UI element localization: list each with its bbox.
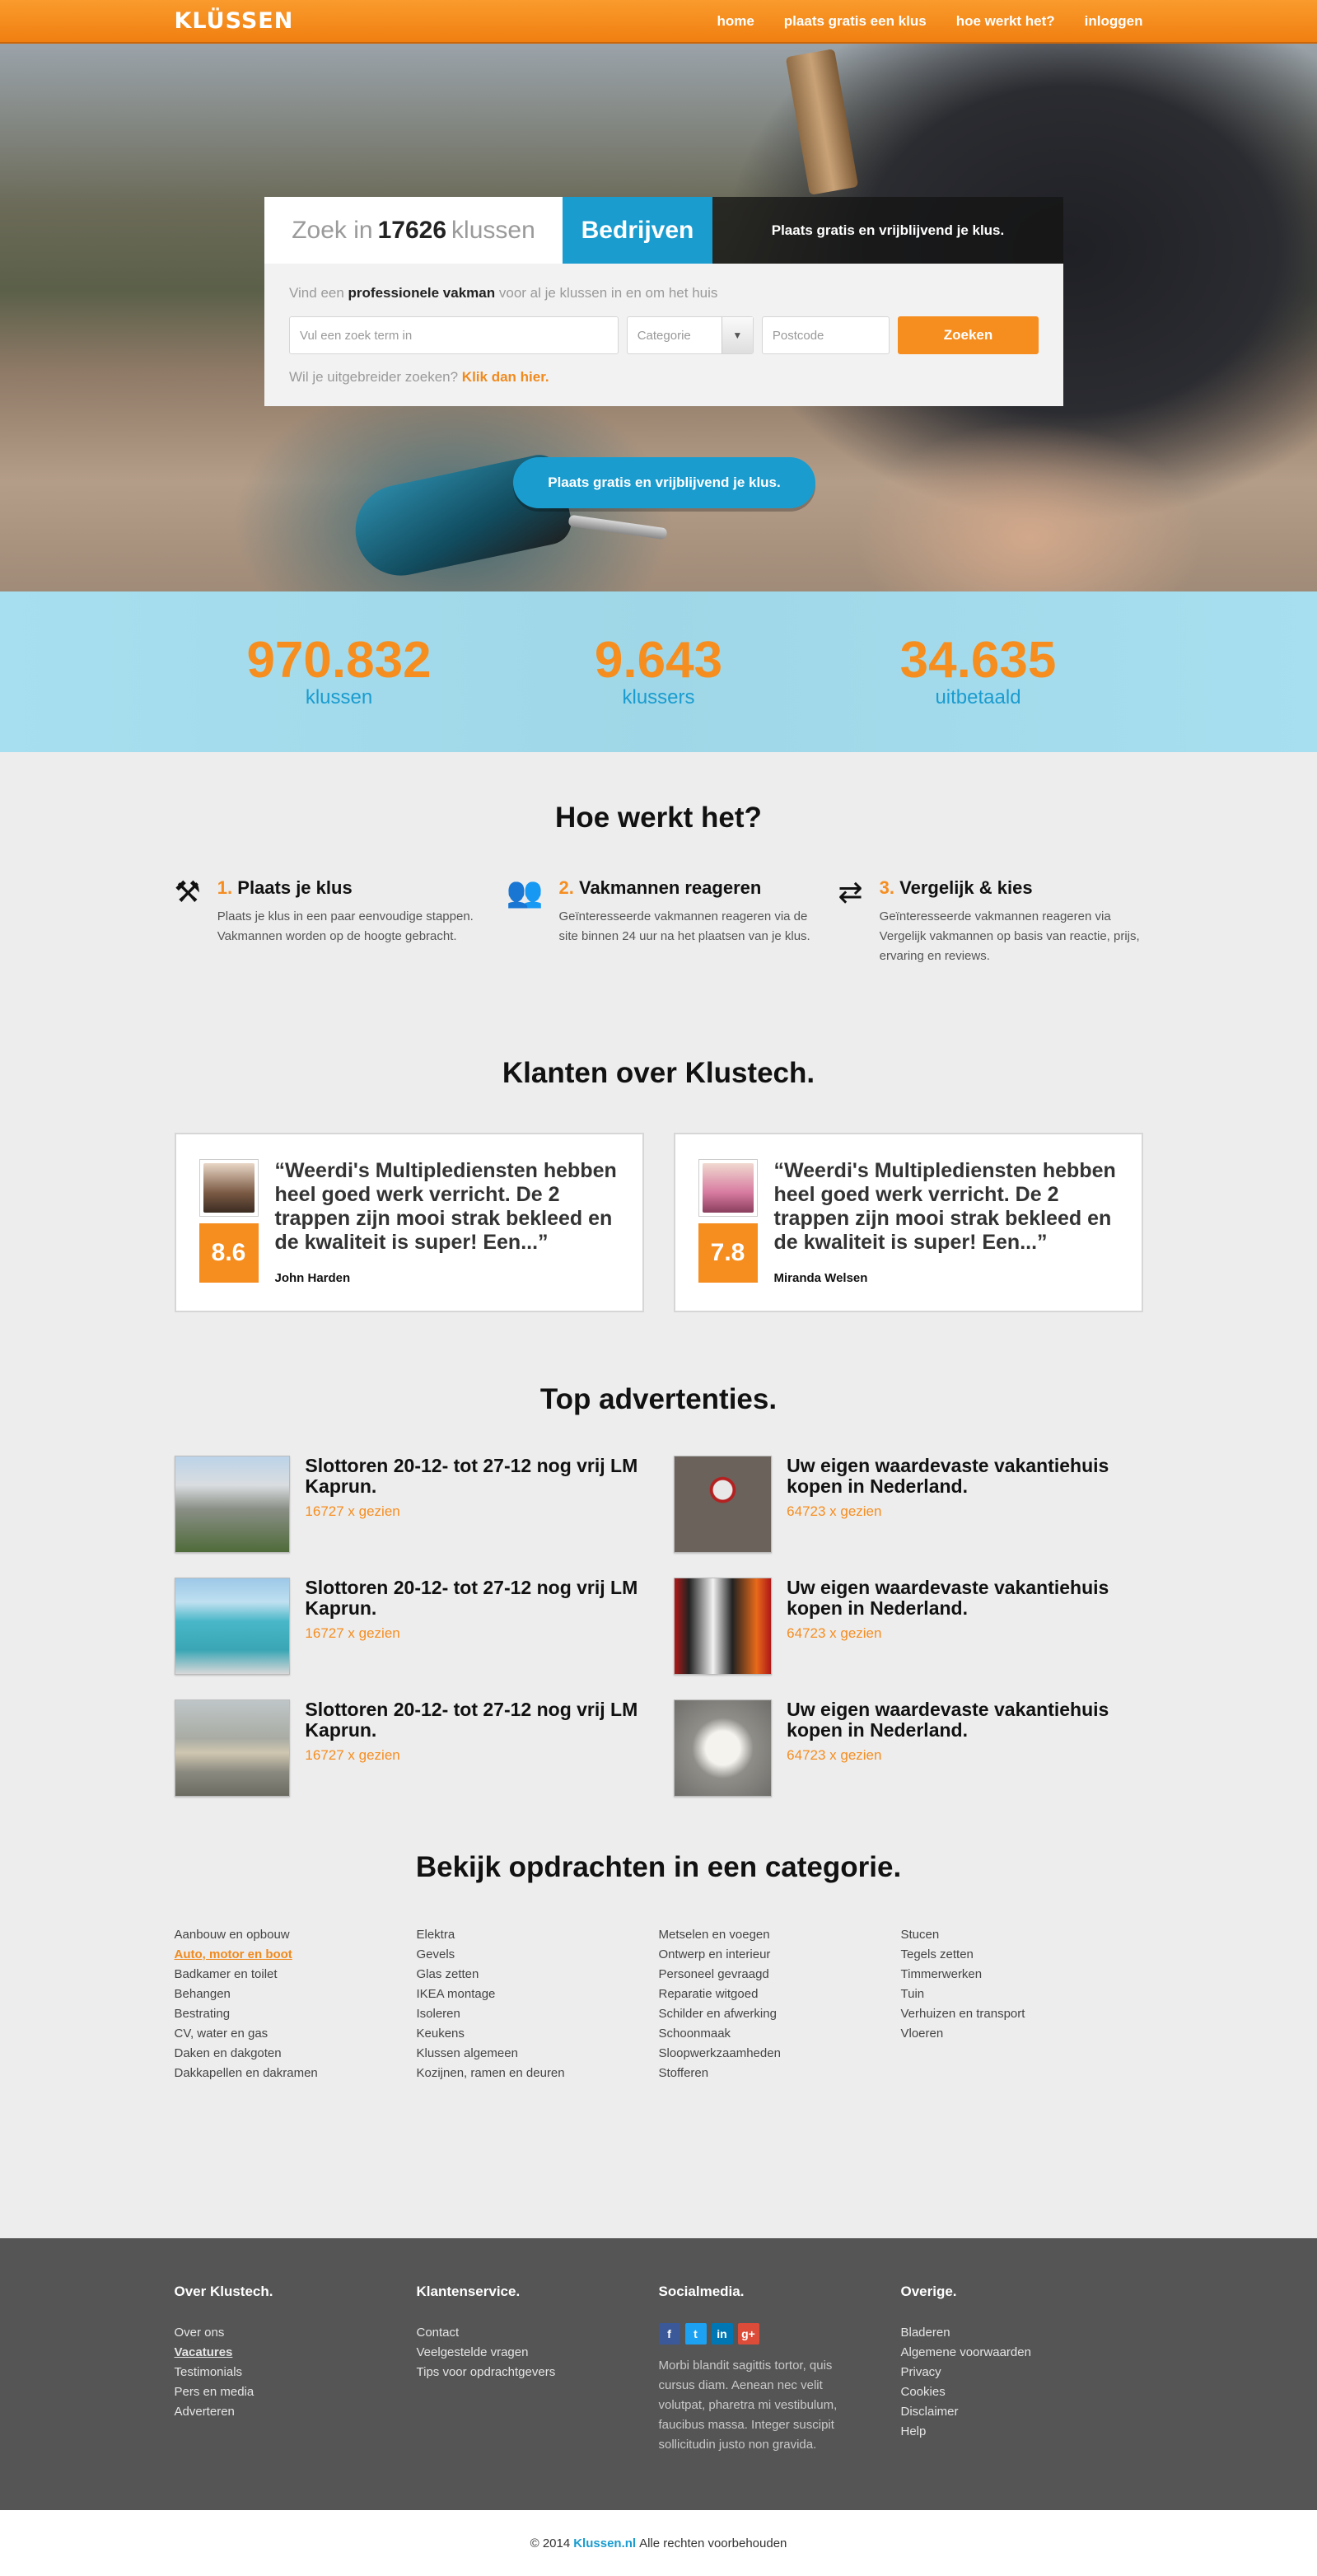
search-button[interactable]: Zoeken bbox=[898, 316, 1039, 354]
category-link[interactable]: Bestrating bbox=[174, 2007, 231, 2021]
category-link[interactable]: Glas zetten bbox=[416, 1967, 479, 1981]
ad-thumbnail[interactable] bbox=[674, 1456, 773, 1553]
tools-icon: ⚒ bbox=[174, 875, 201, 909]
tab-search[interactable] bbox=[264, 197, 563, 264]
category-link[interactable]: Stofferen bbox=[658, 2066, 709, 2080]
category-link[interactable]: CV, water en gas bbox=[174, 2027, 269, 2041]
category-link[interactable]: Schilder en afwerking bbox=[658, 2007, 777, 2021]
ad-views: 16727 x gezien bbox=[305, 1747, 400, 1763]
search-intro bbox=[289, 285, 1039, 302]
category-link[interactable]: Kozijnen, ramen en deuren bbox=[416, 2066, 565, 2080]
ad-title[interactable]: Uw eigen waardevaste vakantiehuis kopen in Nederland. bbox=[787, 1455, 1109, 1497]
footer-link[interactable]: Cookies bbox=[900, 2385, 946, 2399]
footer-heading: Klantenservice. bbox=[416, 2284, 521, 2299]
ad-thumbnail[interactable] bbox=[175, 1699, 291, 1797]
category-link[interactable]: Verhuizen en transport bbox=[900, 2007, 1025, 2021]
footer-heading: Overige. bbox=[900, 2284, 957, 2299]
footer-heading: Over Klustech. bbox=[174, 2284, 273, 2299]
footer-heading: Socialmedia. bbox=[658, 2284, 745, 2299]
reviews-section bbox=[0, 1057, 1317, 1383]
chevron-down-icon[interactable]: ▼ bbox=[722, 317, 753, 353]
category-link[interactable]: Aanbouw en opbouw bbox=[174, 1928, 290, 1942]
review-score: 8.6 bbox=[199, 1223, 259, 1283]
nav-place-job[interactable]: plaats gratis een klus bbox=[783, 12, 927, 29]
ad-views: 64723 x gezien bbox=[787, 1503, 882, 1519]
advanced-search-text: Wil je uitgebreider zoeken? bbox=[289, 369, 459, 385]
footer-link[interactable]: Help bbox=[900, 2424, 927, 2438]
category-link[interactable]: Tegels zetten bbox=[900, 1947, 974, 1961]
category-link[interactable]: Behangen bbox=[174, 1987, 231, 2001]
category-link[interactable]: Klussen algemeen bbox=[416, 2046, 518, 2060]
footer-col-social bbox=[659, 2284, 901, 2455]
category-link[interactable]: Sloopwerkzaamheden bbox=[658, 2046, 781, 2060]
ad-title[interactable]: Slottoren 20-12- tot 27-12 nog vrij LM Kaprun. bbox=[305, 1577, 638, 1619]
footer-social-text: Morbi blandit sagittis tortor, quis cursus diam. Aenean nec velit volutpat, pharetra mi vestibulum, faucibus massa. Integer suscipit sollicitudin justo non gravida. bbox=[658, 2359, 838, 2452]
stat-label: klussers bbox=[622, 685, 695, 708]
category-link[interactable]: Elektra bbox=[416, 1928, 455, 1942]
ad-title[interactable]: Slottoren 20-12- tot 27-12 nog vrij LM Kaprun. bbox=[305, 1455, 638, 1497]
category-link[interactable]: Gevels bbox=[416, 1947, 455, 1961]
category-select[interactable] bbox=[627, 316, 754, 354]
stat-label: klussen bbox=[305, 685, 373, 708]
step-number: 1. bbox=[217, 877, 233, 898]
step-title bbox=[880, 877, 1143, 899]
footer-link[interactable]: Pers en media bbox=[174, 2385, 255, 2399]
stat-value: 970.832 bbox=[246, 631, 432, 689]
ad-item[interactable] bbox=[674, 1456, 1143, 1553]
avatar bbox=[698, 1159, 758, 1217]
nav-how-it-works[interactable]: hoe werkt het? bbox=[955, 12, 1055, 29]
categories-title: Bekijk opdrachten in een categorie. bbox=[415, 1851, 902, 1883]
step-text: Plaats je klus in een paar eenvoudige stappen. Vakmannen worden op de hoogte gebracht. bbox=[217, 909, 474, 943]
step-title-text: Vergelijk & kies bbox=[899, 877, 1033, 898]
nav-home[interactable]: home bbox=[717, 12, 754, 29]
footer-link[interactable]: Over ons bbox=[174, 2326, 225, 2340]
tab-bedrijven[interactable]: Bedrijven bbox=[563, 197, 712, 264]
category-column bbox=[901, 1925, 1143, 2083]
users-icon: 👥 bbox=[506, 875, 544, 909]
step-title bbox=[559, 877, 811, 899]
advanced-search-link[interactable]: Klik dan hier. bbox=[461, 369, 549, 385]
category-link[interactable]: Daken en dakgoten bbox=[174, 2046, 282, 2060]
social-icons bbox=[659, 2323, 901, 2345]
category-link[interactable]: Timmerwerken bbox=[900, 1967, 983, 1981]
advanced-search bbox=[289, 369, 1039, 386]
copyright-brand-link[interactable]: Klussen.nl bbox=[573, 2536, 637, 2550]
category-link[interactable]: Vloeren bbox=[900, 2027, 944, 2041]
ad-item[interactable] bbox=[175, 1699, 644, 1797]
footer-link[interactable]: Contact bbox=[416, 2326, 460, 2340]
step-title-text: Vakmannen reageren bbox=[578, 877, 762, 898]
facebook-icon[interactable]: f bbox=[659, 2323, 680, 2345]
top-navbar bbox=[0, 0, 1317, 44]
search-tabs bbox=[264, 197, 1063, 264]
footer-link[interactable]: Disclaimer bbox=[900, 2405, 959, 2419]
ad-thumbnail[interactable] bbox=[674, 1578, 773, 1675]
ad-title[interactable]: Uw eigen waardevaste vakantiehuis kopen in Nederland. bbox=[787, 1699, 1109, 1741]
footer-link[interactable]: Bladeren bbox=[900, 2326, 950, 2340]
postcode-input[interactable]: Postcode bbox=[762, 316, 890, 354]
category-column bbox=[417, 1925, 659, 2083]
ad-thumbnail[interactable] bbox=[674, 1699, 773, 1797]
stat-klussers bbox=[552, 631, 766, 709]
ad-item[interactable] bbox=[674, 1699, 1143, 1797]
category-select-value: Categorie bbox=[637, 328, 691, 343]
avatar bbox=[199, 1159, 259, 1217]
ad-item[interactable] bbox=[674, 1578, 1143, 1675]
footer-link[interactable]: Vacatures bbox=[174, 2345, 233, 2359]
stat-klussen bbox=[232, 631, 446, 709]
stat-label: uitbetaald bbox=[935, 685, 1021, 708]
ad-item[interactable] bbox=[175, 1578, 644, 1675]
footer bbox=[0, 2238, 1317, 2510]
nav-login[interactable]: inloggen bbox=[1084, 12, 1143, 29]
categories-section bbox=[0, 1851, 1317, 2238]
footer-link[interactable]: Algemene voorwaarden bbox=[900, 2345, 1031, 2359]
tab-search-suffix: klussen bbox=[451, 216, 535, 244]
footer-link[interactable]: Privacy bbox=[900, 2365, 941, 2379]
twitter-icon[interactable]: t bbox=[685, 2323, 707, 2345]
compare-icon: ⇄ bbox=[838, 875, 863, 909]
review-quote: “Weerdi's Multiplediensten hebben heel goed werk verricht. De 2 trappen zijn mooi strak bekleed en de kwaliteit is super! Een...” bbox=[274, 1159, 617, 1254]
reviews-title: Klanten over Klustech. bbox=[502, 1057, 815, 1089]
category-link[interactable]: Metselen en voegen bbox=[658, 1928, 770, 1942]
top-ads-section bbox=[0, 1383, 1317, 1851]
footer-col-other bbox=[901, 2284, 1143, 2455]
stat-value: 34.635 bbox=[899, 631, 1057, 689]
step-1 bbox=[175, 877, 479, 966]
hero-drill-bit bbox=[568, 515, 668, 540]
tab-place-free[interactable]: Plaats gratis en vrijblijvend je klus. bbox=[712, 197, 1063, 264]
search-box bbox=[264, 197, 1063, 406]
category-link[interactable]: Tuin bbox=[900, 1987, 925, 2001]
how-it-works-section bbox=[0, 752, 1317, 1057]
ad-title[interactable]: Slottoren 20-12- tot 27-12 nog vrij LM Kaprun. bbox=[305, 1699, 638, 1741]
category-link[interactable]: Stucen bbox=[900, 1928, 940, 1942]
step-3 bbox=[838, 877, 1143, 966]
step-text: Geïnteresseerde vakmannen reageren via de site binnen 24 uur na het plaatsen van je klus. bbox=[558, 909, 810, 943]
search-term-input[interactable]: Vul een zoek term in bbox=[289, 316, 619, 354]
hero-cta-button[interactable]: Plaats gratis en vrijblijvend je klus. bbox=[513, 457, 815, 508]
hero-hammer-image bbox=[786, 49, 859, 195]
ad-thumbnail[interactable] bbox=[175, 1456, 291, 1553]
linkedin-icon[interactable]: in bbox=[712, 2323, 733, 2345]
ads-title: Top advertenties. bbox=[539, 1383, 778, 1415]
search-panel bbox=[264, 264, 1063, 406]
category-link[interactable]: Reparatie witgoed bbox=[658, 1987, 759, 2001]
step-text: Geïnteresseerde vakmannen reageren via Vergelijk vakmannen op basis van reactie, prijs, ervaring en reviews. bbox=[879, 909, 1140, 963]
category-link[interactable]: Ontwerp en interieur bbox=[658, 1947, 771, 1961]
step-number: 2. bbox=[558, 877, 574, 898]
footer-link[interactable]: Testimonials bbox=[174, 2365, 243, 2379]
footer-link[interactable]: Veelgestelde vragen bbox=[416, 2345, 529, 2359]
category-link[interactable]: Badkamer en toilet bbox=[174, 1967, 278, 1981]
ad-views: 16727 x gezien bbox=[305, 1625, 400, 1641]
review-card bbox=[674, 1133, 1143, 1312]
step-number: 3. bbox=[879, 877, 895, 898]
ad-thumbnail[interactable] bbox=[175, 1578, 291, 1675]
logo[interactable]: KLÜSSEN bbox=[174, 8, 294, 34]
review-card bbox=[175, 1133, 644, 1312]
category-link[interactable]: Isoleren bbox=[416, 2007, 460, 2021]
tab-search-count: 17626 bbox=[377, 216, 447, 244]
copyright-text: © 2014 bbox=[530, 2536, 571, 2550]
footer-link[interactable]: Adverteren bbox=[174, 2405, 235, 2419]
ad-views: 64723 x gezien bbox=[787, 1747, 882, 1763]
tab-search-prefix: Zoek in bbox=[292, 216, 373, 244]
step-2 bbox=[507, 877, 811, 966]
step-title-text: Plaats je klus bbox=[237, 877, 353, 898]
intro-pre: Vind een bbox=[289, 285, 344, 301]
category-link[interactable]: Dakkapellen en dakramen bbox=[174, 2066, 318, 2080]
intro-post: voor al je klussen in en om het huis bbox=[498, 285, 718, 301]
hero bbox=[0, 44, 1317, 591]
copyright-bar bbox=[0, 2510, 1317, 2576]
stats-bar bbox=[0, 591, 1317, 752]
review-author: Miranda Welsen bbox=[773, 1271, 868, 1285]
how-title: Hoe werkt het? bbox=[555, 802, 762, 834]
ad-views: 64723 x gezien bbox=[787, 1625, 882, 1641]
category-column bbox=[175, 1925, 417, 2083]
category-link[interactable]: Personeel gevraagd bbox=[658, 1967, 769, 1981]
main-nav bbox=[717, 13, 1142, 30]
footer-link[interactable]: Tips voor opdrachtgevers bbox=[416, 2365, 556, 2379]
ad-title[interactable]: Uw eigen waardevaste vakantiehuis kopen in Nederland. bbox=[787, 1577, 1109, 1619]
category-link[interactable]: Auto, motor en boot bbox=[174, 1947, 292, 1961]
intro-bold: professionele vakman bbox=[348, 285, 496, 301]
stat-value: 9.643 bbox=[594, 631, 723, 689]
review-quote: “Weerdi's Multiplediensten hebben heel goed werk verricht. De 2 trappen zijn mooi strak bekleed en de kwaliteit is super! Een...” bbox=[773, 1159, 1116, 1254]
footer-col-service bbox=[417, 2284, 659, 2455]
category-column bbox=[659, 1925, 901, 2083]
category-link[interactable]: Schoonmaak bbox=[658, 2027, 731, 2041]
ad-item[interactable] bbox=[175, 1456, 644, 1553]
search-row bbox=[289, 316, 1039, 354]
copyright-suffix: Alle rechten voorbehouden bbox=[639, 2536, 787, 2550]
stat-uitbetaald bbox=[871, 631, 1086, 709]
googleplus-icon[interactable]: g+ bbox=[738, 2323, 759, 2345]
footer-col-about bbox=[175, 2284, 417, 2455]
category-link[interactable]: IKEA montage bbox=[416, 1987, 496, 2001]
step-title bbox=[217, 877, 479, 899]
review-score: 7.8 bbox=[698, 1223, 758, 1283]
ad-views: 16727 x gezien bbox=[305, 1503, 400, 1519]
review-author: John Harden bbox=[274, 1271, 351, 1285]
category-link[interactable]: Keukens bbox=[416, 2027, 465, 2041]
